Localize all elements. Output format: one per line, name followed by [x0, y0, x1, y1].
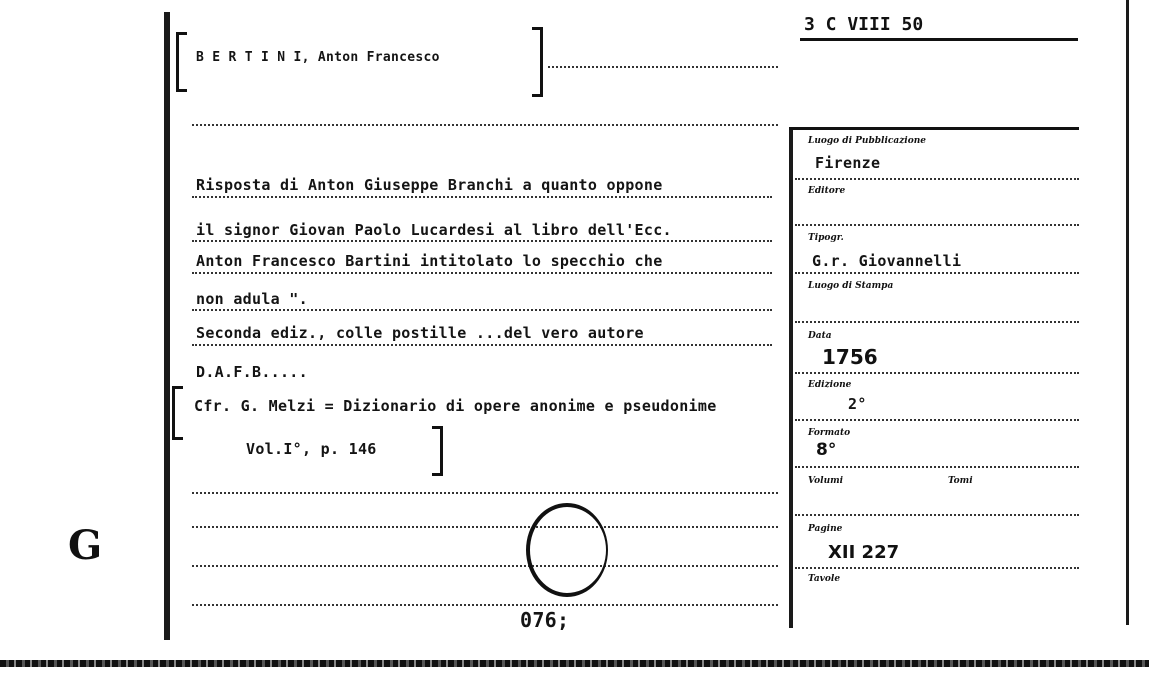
bottom-edge-line	[0, 660, 1149, 667]
field-rule-6	[795, 419, 1079, 421]
library-stamp-letter: G	[68, 522, 103, 569]
body-line-1: Risposta di Anton Giuseppe Branchi a quanto oppone	[196, 176, 663, 194]
right-edge-line	[1126, 0, 1129, 625]
field-rule-5	[795, 372, 1079, 374]
field-rule-8	[795, 514, 1079, 516]
shelfmark-rule	[800, 38, 1078, 41]
label-volumi: Volumi	[808, 476, 844, 486]
field-rule-7	[795, 466, 1079, 468]
rule-1	[192, 124, 778, 126]
label-data: Data	[808, 331, 832, 341]
shelfmark: 3 C VIII 50	[804, 14, 924, 35]
heading-dots	[548, 66, 778, 68]
label-edizione: Edizione	[808, 380, 852, 390]
rule-2	[192, 196, 772, 198]
value-pagine: XII 227	[828, 542, 900, 563]
edition-note: 2°	[848, 395, 867, 413]
rule-5	[192, 309, 772, 311]
label-tomi: Tomi	[948, 476, 973, 486]
value-tipografia: G.r. Giovannelli	[812, 252, 962, 270]
body-line-4: non adula ".	[196, 290, 308, 308]
field-rule-4	[795, 321, 1079, 323]
value-luogo-pubblicazione: Firenze	[815, 154, 881, 172]
heading-right-bracket	[532, 27, 543, 97]
heading-left-bracket	[176, 32, 187, 92]
label-tavole: Tavole	[808, 574, 841, 584]
value-data: 1756	[822, 345, 878, 369]
label-luogo-pubblicazione: Luogo di Pubblicazione	[808, 136, 926, 146]
label-editore: Editore	[808, 186, 846, 196]
rule-6	[192, 344, 772, 346]
rule-8	[192, 526, 778, 528]
rule-9	[192, 565, 778, 567]
left-margin-line	[164, 12, 170, 640]
label-formato: Formato	[808, 428, 851, 438]
rule-7	[192, 492, 778, 494]
value-formato: 8°	[816, 440, 837, 460]
field-rule-2	[795, 224, 1079, 226]
body-line-6: D.A.F.B.....	[196, 363, 308, 381]
fields-column-line	[789, 128, 793, 628]
body-line-7: Cfr. G. Melzi = Dizionario di opere anonime e pseudonime	[194, 397, 717, 415]
heading-author: B E R T I N I, Anton Francesco	[196, 50, 440, 65]
rule-3	[192, 240, 772, 242]
rule-4	[192, 272, 772, 274]
body-line-3: Anton Francesco Bartini intitolato lo specchio che	[196, 252, 663, 270]
body-line-8: Vol.I°, p. 146	[246, 440, 377, 458]
body-line-5: Seconda ediz., colle postille ...del vero autore	[196, 324, 644, 342]
field-rule-1	[795, 178, 1079, 180]
fields-top-rule	[789, 127, 1079, 130]
punch-hole	[526, 503, 608, 597]
label-pagine: Pagine	[808, 524, 843, 534]
reference-left-bracket	[172, 386, 183, 440]
reference-right-bracket	[432, 426, 443, 476]
rule-10	[192, 604, 778, 606]
card-number: 076;	[520, 608, 570, 632]
field-rule-9	[795, 567, 1079, 569]
label-luogo-stampa: Luogo di Stampa	[808, 281, 894, 291]
body-line-2: il signor Giovan Paolo Lucardesi al libro dell'Ecc.	[196, 221, 672, 239]
field-rule-3	[795, 272, 1079, 274]
label-tipografia: Tipogr.	[808, 233, 844, 243]
